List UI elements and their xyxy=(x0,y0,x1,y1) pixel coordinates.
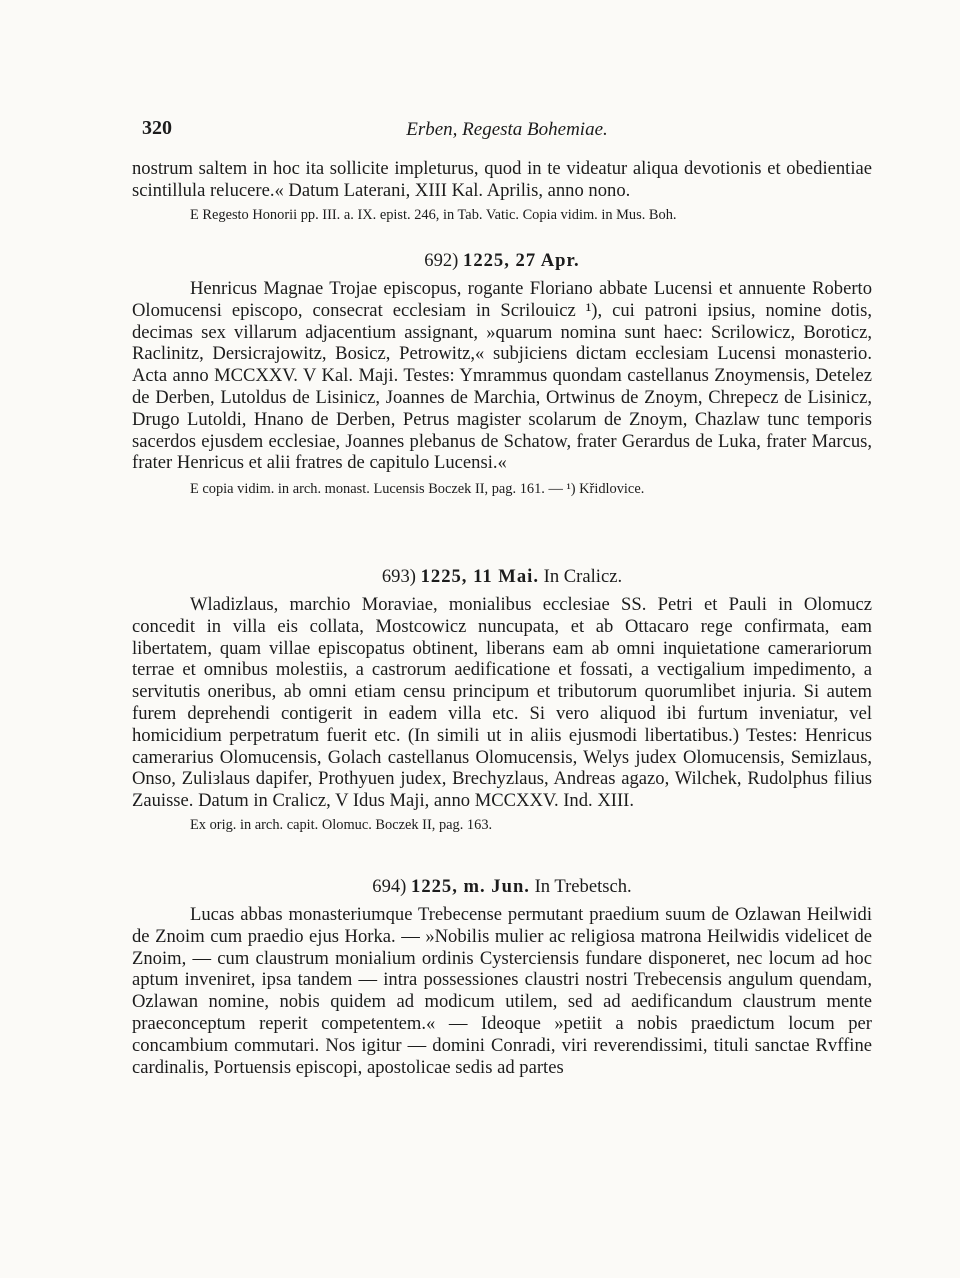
intro-text: nostrum saltem in hoc ita sollicite impleturus, quod in te videatur aliqua devotionis et obedientiae scintillula relucere.« Datum Laterani, XIII Kal. Aprilis, anno nono. xyxy=(132,158,872,201)
intro-source: E Regesto Honorii pp. III. a. IX. epist. 246, in Tab. Vatic. Copia vidim. in Mus. Boh. xyxy=(190,206,677,223)
entry-text: Lucas abbas monasteriumque Trebecense permutant praedium suum de Ozlawan Heilwidi de Znoim cum praedio ejus Horka. — »Nobilis mulier ac religiosa matrona Heilwidis videlicet de Znoim, — cum claustrum monialium ordinis Cysterciensis fundare disponeret, nec locum ad hoc aptum inveniret, ipsa tandem — intra possessiones claustri nostri Trebecensis angulum quendam, Ozlawan nomine, nobis quidem ad modicum utilem, sed ad aedificandum claustrum mente praeconceptum reperit competentem.« — Ideoque »petiit a nobis praedictum locum per concambium commutari. Nos igitur — domini Conradi, viri reverendissimi, tituli sanctae Rvffine cardinalis, Portuensis episcopi, apostolicae sedis ad partes xyxy=(132,904,872,1078)
entry-place: In Cralicz. xyxy=(543,566,623,587)
entry-heading xyxy=(132,250,872,272)
entry-heading xyxy=(132,876,872,898)
entry-number: 693) xyxy=(381,566,416,587)
entry-text: Henricus Magnae Trojae episcopus, rogante Floriano abbate Lucensi et annuente Roberto Olomucensi episcopo, consecrat ecclesiam in Scrilouicz ¹), cui patroni ipsius, nomine dotis, decimas sex villarum adjacentium assignant, »quarum nomina sunt haec: Scrilowicz, Boroticz, Raclinitz, Dersicrajowitz, Bosicz, Petrowitz,« subjiciens dictam ecclesiam Lucensi monasterio. Acta anno MCCXXV. V Kal. Maji. Testes: Ymrammus quondam castellanus Znoymensis, Detelez de Derben, Lutoldus de Lisinicz, Joannes de Marchia, Ortwinus de Znoym, Chrepecz de Lisinicz, Drugo Lutoldi, Hnano de Derben, Petrus magister scolarum de Znoym, Chazlaw tunc temporis sacerdos ejusdem ecclesiae, Joannes plebanus de Schatow, frater Gerardus de Luka, frater Marcus, frater Henricus et alii fratres de capitulo Lucensi.« xyxy=(132,278,872,474)
entry-number: 692) xyxy=(424,250,459,271)
entry-692 xyxy=(132,250,872,499)
page-number: 320 xyxy=(142,117,172,139)
entry-source: E copia vidim. in arch. monast. Lucensis Boczek II, pag. 161. — ¹) Křidlovice. xyxy=(190,481,645,498)
entry-693 xyxy=(132,566,872,835)
entry-heading xyxy=(132,566,872,588)
entry-694 xyxy=(132,876,872,1078)
entry-date: 1225, 27 Apr. xyxy=(463,250,580,271)
entry-number: 694) xyxy=(372,876,407,897)
entry-date: 1225, 11 Mai. xyxy=(420,566,539,587)
entry-place: In Trebetsch. xyxy=(534,876,632,897)
entry-text: Wladizlaus, marchio Moraviae, monialibus ecclesiae SS. Petri et Pauli in Olomucz concedit in villa eis collata, Mostcowicz nuncupata, et ab Ottacaro rege confirmata, eam libertatem, quam villae episcopatus obtinent, liberans eam ab omni inquietatione camerariorum terrae et omnibus molestiis, a castrorum aedificatione et fossati, a vectigalium impedimento, a servitutis oneribus, ab omni etiam censu principum et tributorum quorumlibet injuria. Si autem furem deprehendi contigerit in eadem villa etc. Si vero aliquod ibi furtum inveniatur, vel homicidium perpetratum fuerit etc. (In simili ut in aliis ejusmodi libertatibus.) Testes: Henricus camerarius Olomucensis, Golach castellanus Olomucensis, Welys judex Olomucensis, Semizlaus, Onso, Zuliзlaus dapifer, Prothyuen judex, Brechyzlaus, Andreas agazo, Wilchek, Rudolphus filius Zauisse. Datum in Cralicz, V Idus Maji, anno MCCXXV. Ind. XIII. xyxy=(132,594,872,812)
entry-date: 1225, m. Jun. xyxy=(411,876,530,897)
page-header xyxy=(142,117,872,145)
running-title: Erben, Regesta Bohemiae. xyxy=(406,119,608,140)
intro-section xyxy=(132,158,872,225)
entry-source: Ex orig. in arch. capit. Olomuc. Boczek II, pag. 163. xyxy=(190,816,493,833)
